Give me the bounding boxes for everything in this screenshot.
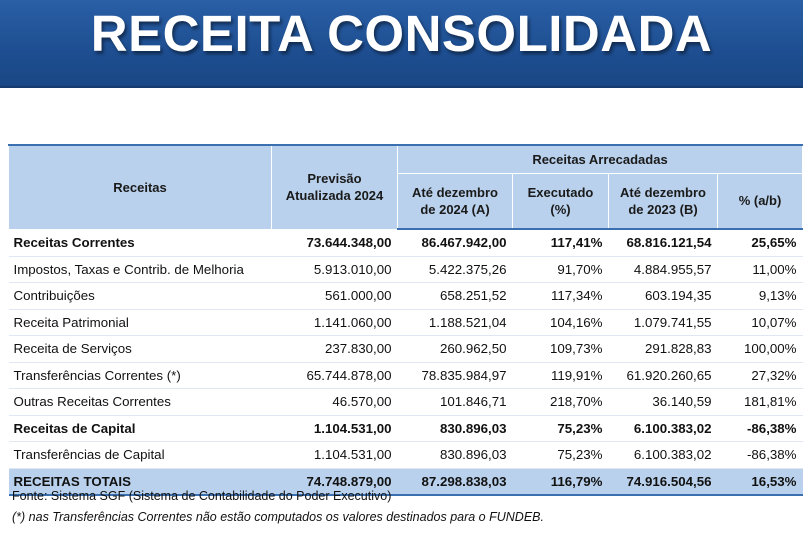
header-receitas: Receitas xyxy=(9,145,272,229)
row-receita-servicos xyxy=(9,336,803,363)
header-receitas-arrecadadas: Receitas Arrecadadas xyxy=(398,145,803,173)
cell-ate-2023: 6.100.383,02 xyxy=(609,415,718,442)
asterisk-note: (*) nas Transferências Correntes não estão computados os valores destinados para o FUNDEB. xyxy=(12,510,544,524)
cell-ate-2024: 86.467.942,00 xyxy=(398,229,513,256)
cell-pct: 181,81% xyxy=(718,389,803,416)
header-ate-dez-2024-line1: Até dezembro xyxy=(412,184,498,200)
cell-previsao: 1.104.531,00 xyxy=(272,442,398,469)
cell-ate-2024: 87.298.838,03 xyxy=(398,468,513,495)
header-previsao xyxy=(272,145,398,229)
cell-ate-2024: 830.896,03 xyxy=(398,442,513,469)
header-executado-line2: (%) xyxy=(550,201,571,217)
cell-ate-2023: 4.884.955,57 xyxy=(609,256,718,283)
cell-previsao: 73.644.348,00 xyxy=(272,229,398,256)
cell-ate-2024: 1.188.521,04 xyxy=(398,309,513,336)
cell-ate-2023: 291.828,83 xyxy=(609,336,718,363)
row-label: Contribuições xyxy=(9,283,272,310)
cell-ate-2023: 1.079.741,55 xyxy=(609,309,718,336)
cell-executado: 75,23% xyxy=(513,415,609,442)
row-outras-receitas xyxy=(9,389,803,416)
row-label: Receitas de Capital xyxy=(9,415,272,442)
row-label: RECEITAS TOTAIS xyxy=(9,468,272,495)
cell-pct: 100,00% xyxy=(718,336,803,363)
cell-pct: 25,65% xyxy=(718,229,803,256)
header-previsao-line2: Atualizada 2024 xyxy=(285,188,384,204)
cell-pct: 11,00% xyxy=(718,256,803,283)
header-executado xyxy=(513,173,609,229)
cell-pct: 27,32% xyxy=(718,362,803,389)
cell-ate-2024: 260.962,50 xyxy=(398,336,513,363)
page-title: RECEITA CONSOLIDADA xyxy=(90,5,713,62)
header-ate-dez-2024-line2: de 2024 (A) xyxy=(420,201,490,217)
cell-ate-2023: 61.920.260,65 xyxy=(609,362,718,389)
cell-ate-2023: 6.100.383,02 xyxy=(609,442,718,469)
row-label: Transferências Correntes (*) xyxy=(9,362,272,389)
cell-ate-2023: 36.140,59 xyxy=(609,389,718,416)
source-note: Fonte: Sistema SGF (Sistema de Contabilidade do Poder Executivo) xyxy=(12,489,392,503)
header-pct-a-b: % (a/b) xyxy=(718,173,803,229)
cell-executado: 116,79% xyxy=(513,468,609,495)
cell-ate-2023: 74.916.504,56 xyxy=(609,468,718,495)
cell-ate-2024: 830.896,03 xyxy=(398,415,513,442)
row-label: Receita Patrimonial xyxy=(9,309,272,336)
row-label: Outras Receitas Correntes xyxy=(9,389,272,416)
footnotes xyxy=(12,486,544,528)
row-label: Transferências de Capital xyxy=(9,442,272,469)
cell-executado: 117,34% xyxy=(513,283,609,310)
header-ate-dez-2024 xyxy=(398,173,513,229)
cell-previsao: 1.104.531,00 xyxy=(272,415,398,442)
cell-executado: 109,73% xyxy=(513,336,609,363)
cell-ate-2023: 603.194,35 xyxy=(609,283,718,310)
cell-pct: -86,38% xyxy=(718,442,803,469)
cell-ate-2024: 658.251,52 xyxy=(398,283,513,310)
row-contribuicoes xyxy=(9,283,803,310)
header-executado-line1: Executado xyxy=(527,184,594,200)
cell-previsao: 1.141.060,00 xyxy=(272,309,398,336)
cell-pct: 16,53% xyxy=(718,468,803,495)
cell-previsao: 74.748.879,00 xyxy=(272,468,398,495)
cell-executado: 104,16% xyxy=(513,309,609,336)
cell-ate-2024: 78.835.984,97 xyxy=(398,362,513,389)
cell-pct: 10,07% xyxy=(718,309,803,336)
cell-executado: 91,70% xyxy=(513,256,609,283)
cell-pct: -86,38% xyxy=(718,415,803,442)
row-label: Receitas Correntes xyxy=(9,229,272,256)
row-label: Impostos, Taxas e Contrib. de Melhoria xyxy=(9,256,272,283)
title-banner xyxy=(0,0,803,88)
cell-executado: 119,91% xyxy=(513,362,609,389)
cell-previsao: 237.830,00 xyxy=(272,336,398,363)
header-previsao-line1: Previsão xyxy=(307,171,362,187)
header-ate-dez-2023-line2: de 2023 (B) xyxy=(628,201,698,217)
row-receitas-correntes xyxy=(9,229,803,256)
header-ate-dez-2023-line1: Até dezembro xyxy=(620,184,706,200)
row-receitas-capital xyxy=(9,415,803,442)
header-ate-dez-2023 xyxy=(609,173,718,229)
cell-ate-2023: 68.816.121,54 xyxy=(609,229,718,256)
row-transferencias-correntes xyxy=(9,362,803,389)
cell-executado: 75,23% xyxy=(513,442,609,469)
cell-previsao: 561.000,00 xyxy=(272,283,398,310)
cell-previsao: 46.570,00 xyxy=(272,389,398,416)
cell-previsao: 65.744.878,00 xyxy=(272,362,398,389)
row-impostos xyxy=(9,256,803,283)
cell-pct: 9,13% xyxy=(718,283,803,310)
cell-ate-2024: 101.846,71 xyxy=(398,389,513,416)
row-label: Receita de Serviços xyxy=(9,336,272,363)
cell-previsao: 5.913.010,00 xyxy=(272,256,398,283)
row-transferencias-capital xyxy=(9,442,803,469)
revenue-table xyxy=(8,144,803,496)
cell-ate-2024: 5.422.375,26 xyxy=(398,256,513,283)
cell-executado: 117,41% xyxy=(513,229,609,256)
row-receita-patrimonial xyxy=(9,309,803,336)
cell-executado: 218,70% xyxy=(513,389,609,416)
